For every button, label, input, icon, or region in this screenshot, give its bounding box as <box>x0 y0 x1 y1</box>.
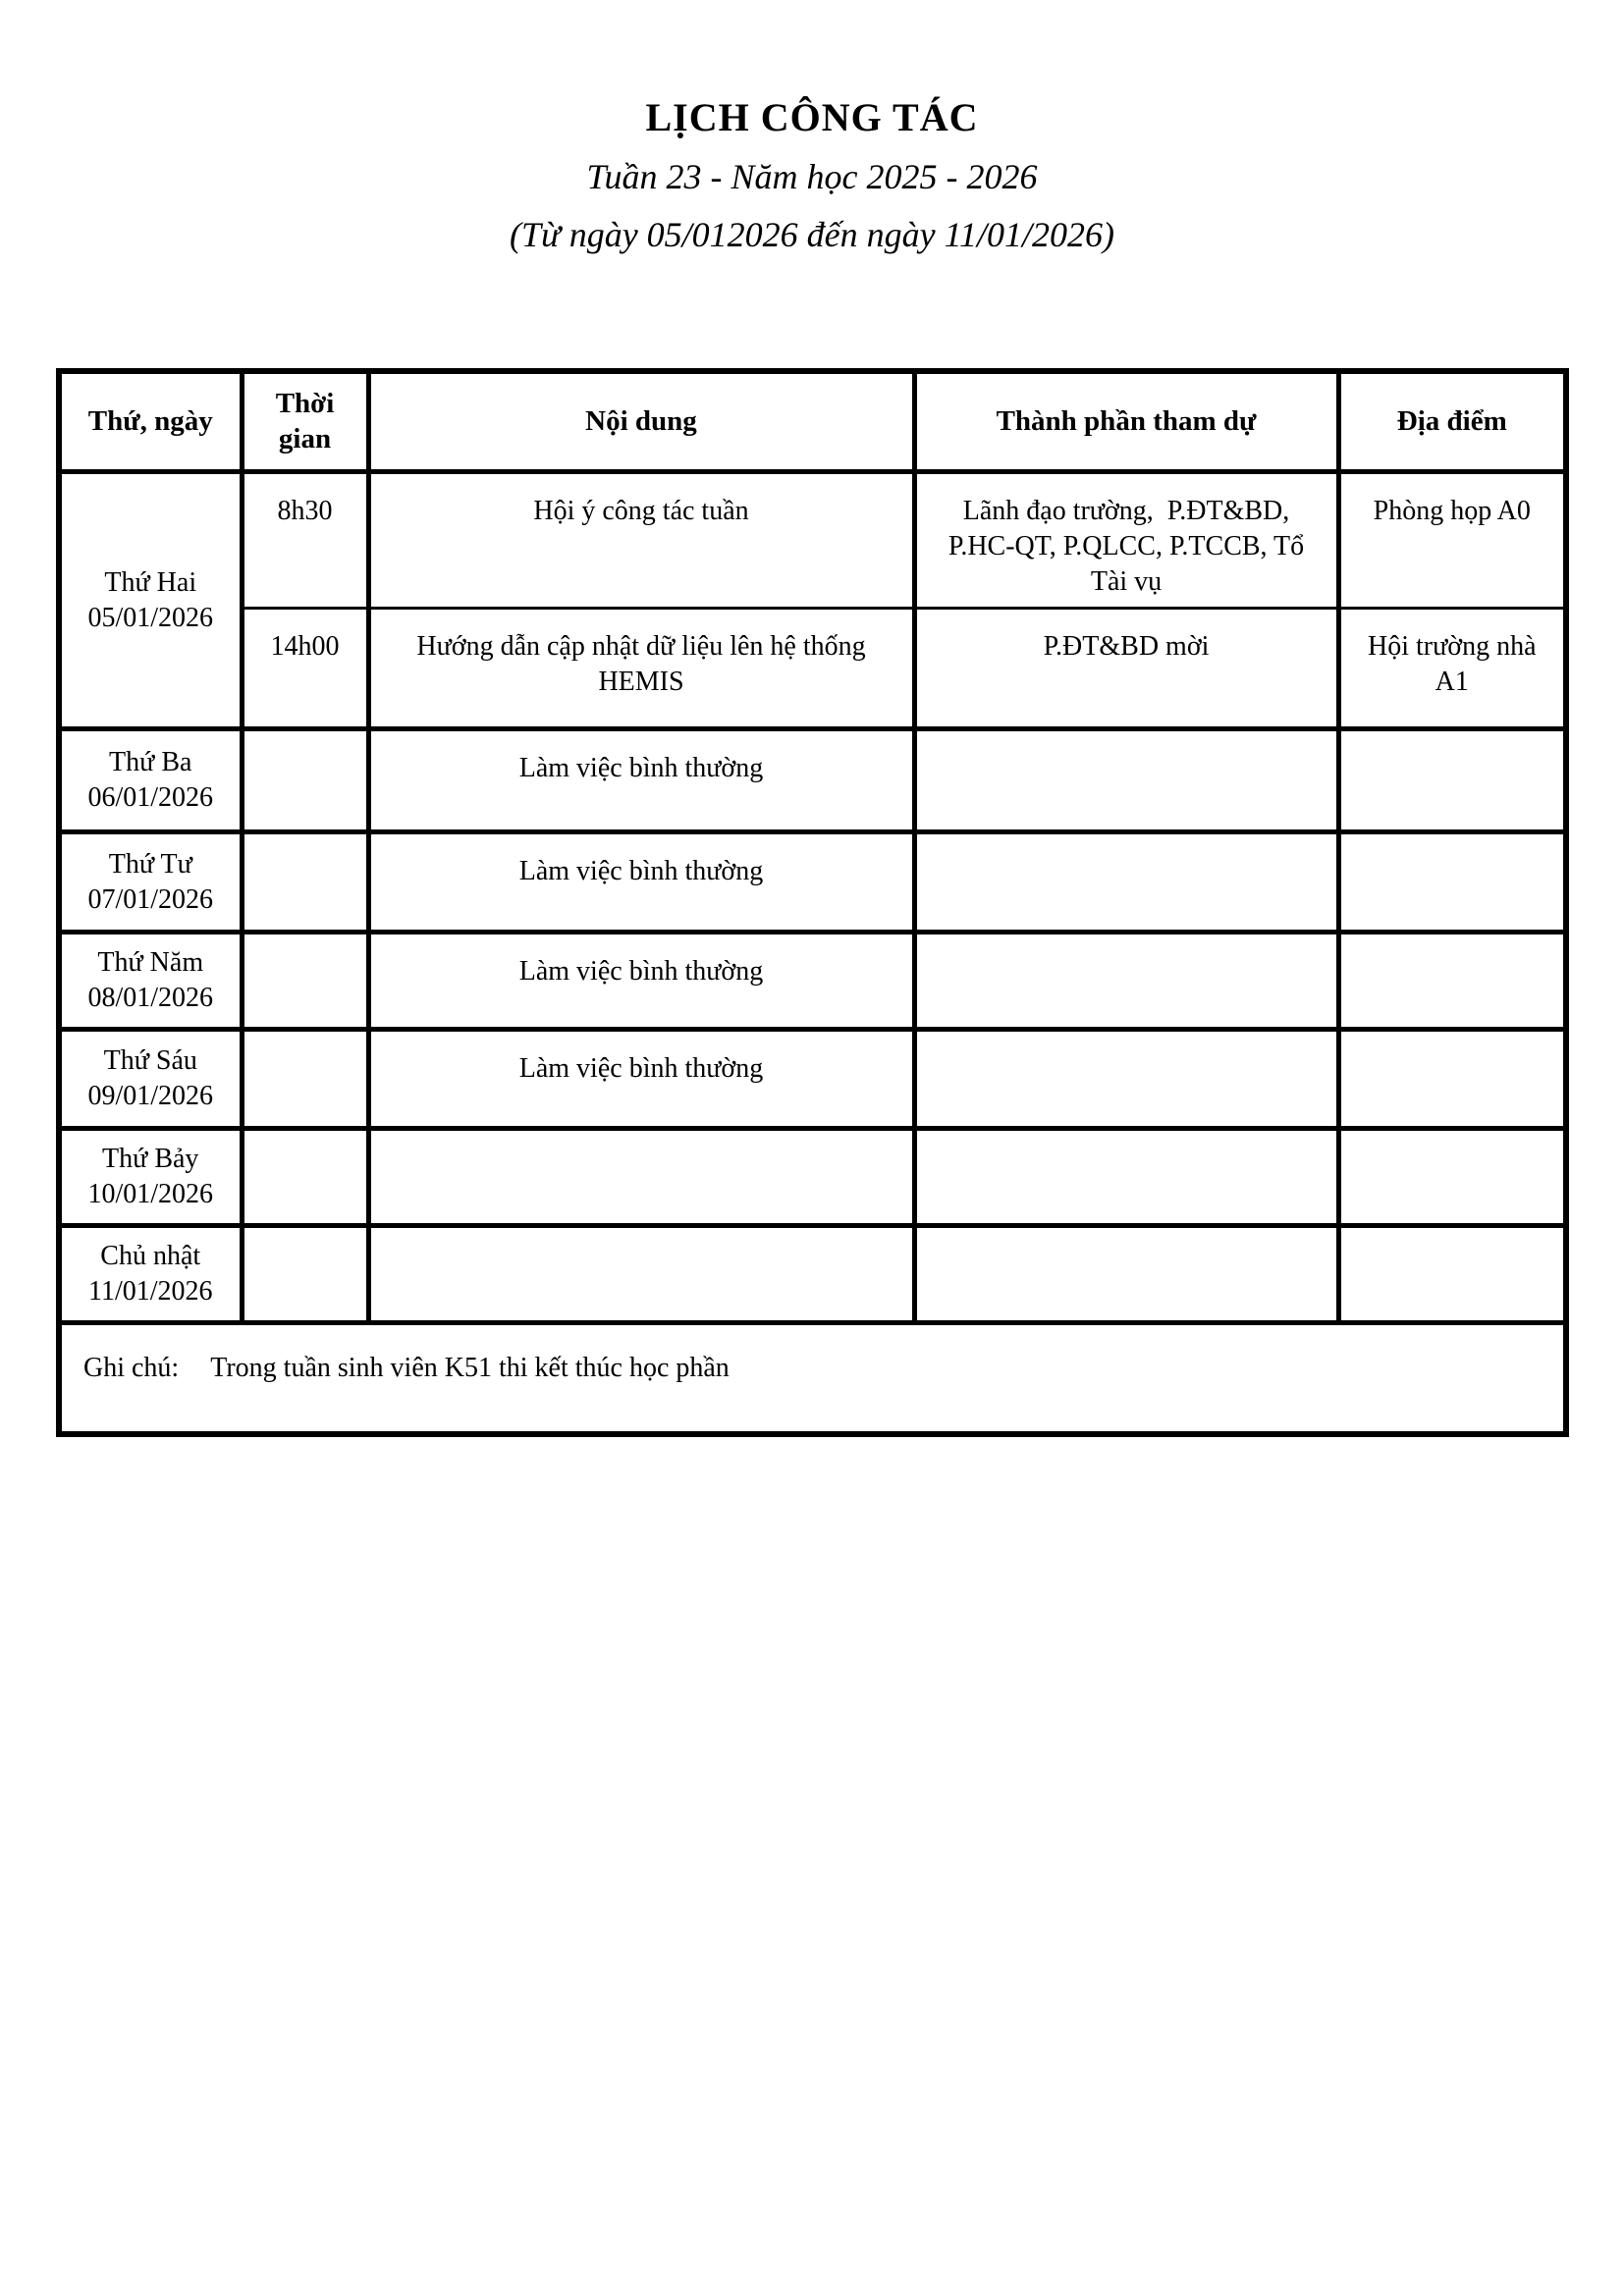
page-subtitle: Tuần 23 - Năm học 2025 - 2026 <box>586 157 1038 196</box>
participants-cell-thursday <box>914 933 1338 1030</box>
row-friday <box>59 1030 1566 1129</box>
location-cell-tuesday <box>1338 729 1566 832</box>
content-cell-wednesday: Làm việc bình thường <box>368 832 914 933</box>
location-cell-friday <box>1338 1030 1566 1129</box>
participants-cell-sunday <box>914 1226 1338 1323</box>
day-date: 06/01/2026 <box>87 782 214 814</box>
row-saturday <box>59 1129 1566 1226</box>
content-cell-sunday <box>368 1226 914 1323</box>
time-cell-saturday <box>242 1129 368 1226</box>
participants-cell-tuesday <box>914 729 1338 832</box>
note-text: Trong tuần sinh viên K51 thi kết thúc học phần <box>210 1353 730 1384</box>
location-cell-sunday <box>1338 1226 1566 1323</box>
row-monday-event-2 <box>59 609 1566 729</box>
day-date: 09/01/2026 <box>87 1081 214 1112</box>
day-date: 07/01/2026 <box>87 883 214 915</box>
location-cell-wednesday <box>1338 832 1566 933</box>
header-cell-time: Thời gian <box>242 371 368 472</box>
table-header-row <box>59 371 1566 472</box>
location-cell-thursday <box>1338 933 1566 1030</box>
day-label: Thứ Tư <box>108 848 192 880</box>
day-label: Thứ Bảy <box>102 1144 199 1175</box>
day-cell-sunday <box>59 1226 242 1323</box>
header-cell-content: Nội dung <box>368 371 914 472</box>
document-header <box>0 0 1624 258</box>
content-cell-tuesday: Làm việc bình thường <box>368 729 914 832</box>
schedule-table <box>56 368 1569 1437</box>
day-date: 08/01/2026 <box>87 983 214 1014</box>
location-cell-saturday <box>1338 1129 1566 1226</box>
participants-cell-saturday <box>914 1129 1338 1226</box>
page-date-range: (Từ ngày 05/012026 đến ngày 11/01/2026) <box>510 214 1114 254</box>
time-cell-monday-1: 8h30 <box>242 472 368 609</box>
content-cell-monday-1: Hội ý công tác tuần <box>368 472 914 609</box>
time-cell-friday <box>242 1030 368 1129</box>
day-date: 10/01/2026 <box>87 1179 214 1210</box>
participants-cell-monday-2: P.ĐT&BD mời <box>914 609 1338 729</box>
day-cell-friday <box>59 1030 242 1129</box>
row-sunday <box>59 1226 1566 1323</box>
participants-cell-friday <box>914 1030 1338 1129</box>
day-cell-wednesday <box>59 832 242 933</box>
day-label: Thứ Năm <box>97 947 204 979</box>
time-cell-thursday <box>242 933 368 1030</box>
header-cell-location: Địa điểm <box>1338 371 1566 472</box>
day-cell-monday <box>59 472 242 729</box>
participants-cell-monday-1: Lãnh đạo trường, P.ĐT&BD, P.HC-QT, P.QLCC, P.TCCB, Tổ Tài vụ <box>914 472 1338 609</box>
header-cell-participants: Thành phần tham dự <box>914 371 1338 472</box>
row-thursday <box>59 933 1566 1030</box>
participants-cell-wednesday <box>914 832 1338 933</box>
day-label: Thứ Hai <box>104 566 197 598</box>
header-cell-day: Thứ, ngày <box>59 371 242 472</box>
row-tuesday <box>59 729 1566 832</box>
day-date: 11/01/2026 <box>87 1276 213 1308</box>
row-note <box>59 1323 1566 1434</box>
day-cell-thursday <box>59 933 242 1030</box>
content-cell-saturday <box>368 1129 914 1226</box>
content-cell-thursday: Làm việc bình thường <box>368 933 914 1030</box>
time-cell-monday-2: 14h00 <box>242 609 368 729</box>
time-cell-sunday <box>242 1226 368 1323</box>
location-cell-monday-1: Phòng họp A0 <box>1338 472 1566 609</box>
time-cell-wednesday <box>242 832 368 933</box>
note-label: Ghi chú: <box>83 1353 180 1384</box>
day-cell-saturday <box>59 1129 242 1226</box>
day-label: Chủ nhật <box>100 1241 201 1272</box>
location-cell-monday-2: Hội trường nhà A1 <box>1338 609 1566 729</box>
row-wednesday <box>59 832 1566 933</box>
row-monday-event-1 <box>59 472 1566 609</box>
day-label: Thứ Ba <box>109 747 192 778</box>
note-cell <box>59 1323 1566 1434</box>
content-cell-monday-2: Hướng dẫn cập nhật dữ liệu lên hệ thống HEMIS <box>368 609 914 729</box>
page-title: LỊCH CÔNG TÁC <box>645 95 979 139</box>
time-cell-tuesday <box>242 729 368 832</box>
content-cell-friday: Làm việc bình thường <box>368 1030 914 1129</box>
day-cell-tuesday <box>59 729 242 832</box>
day-label: Thứ Sáu <box>103 1045 197 1077</box>
day-date: 05/01/2026 <box>87 602 214 633</box>
